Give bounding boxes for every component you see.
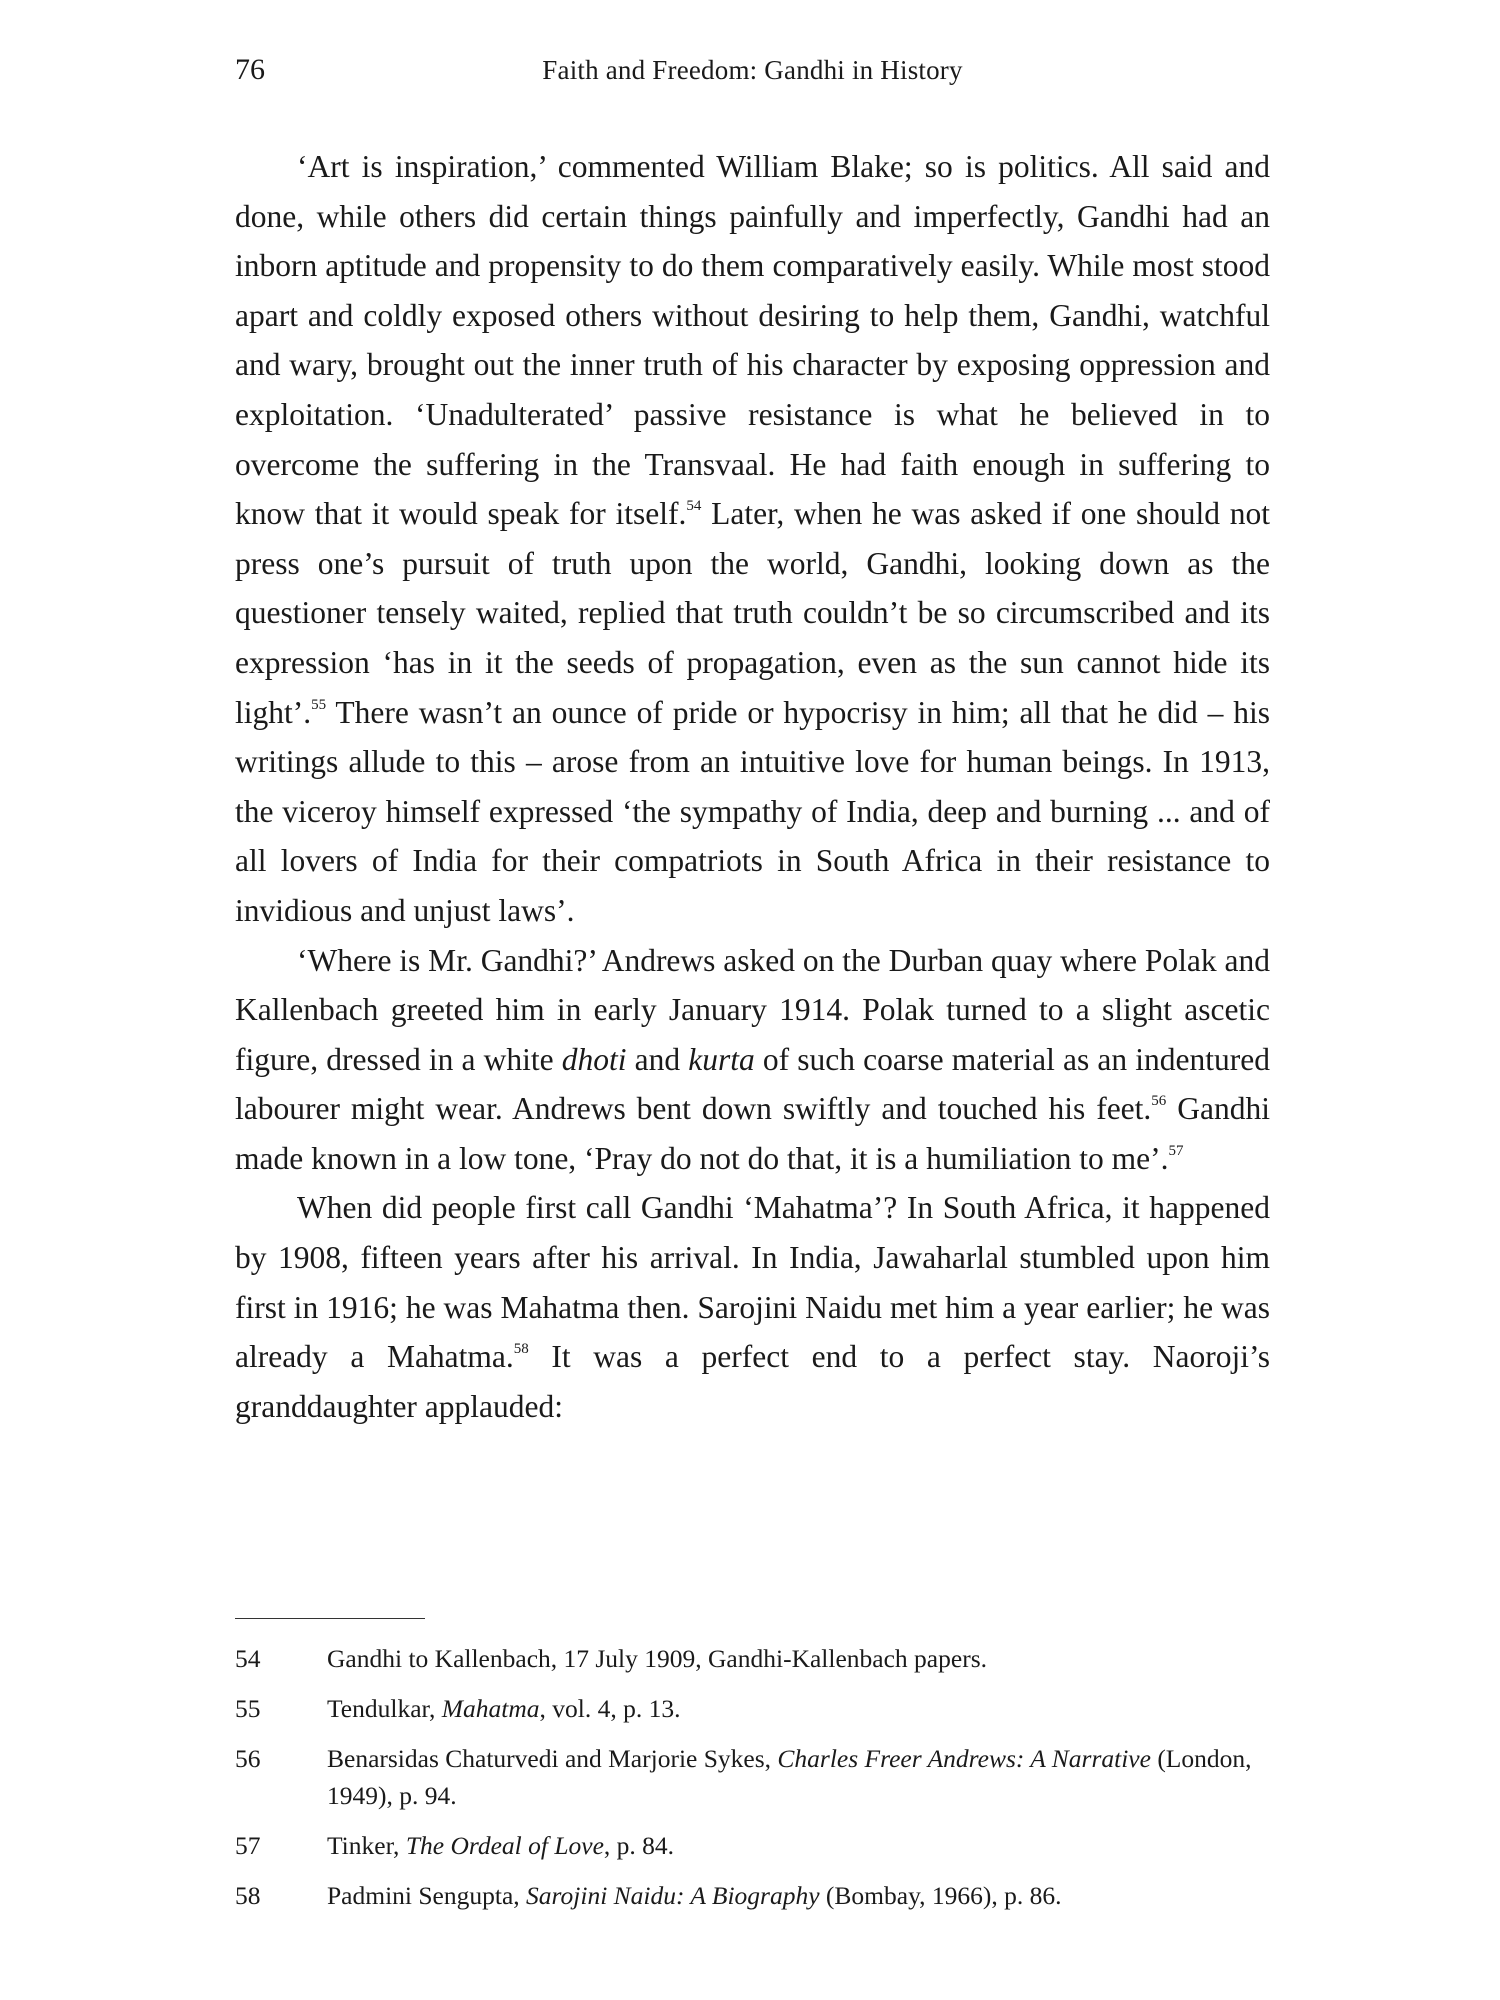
text-run: , vol. 4, p. 13. [539, 1694, 681, 1723]
text-run: , p. 84. [603, 1831, 675, 1860]
text-run: Later, when he was asked if one should not press one’s pursuit of truth upon the world, Gandhi, looking down as the questioner tensely waited, replied that truth couldn’t be so circumscribed and its expression ‘has in it the seeds of propagation, even as the sun cannot hide its light’. [235, 496, 1270, 730]
text-run: (London, 1949), p. 94. [327, 1744, 1252, 1810]
footnote-ref: 57 [1168, 1142, 1184, 1159]
footnote-text [327, 1694, 680, 1723]
text-run: Gandhi made known in a low tone, ‘Pray do not do that, it is a humiliation to me’. [235, 1091, 1271, 1176]
text-run: of such coarse material as an indentured labourer might wear. Andrews bent down swiftly and touched his feet. [235, 1041, 1270, 1127]
paragraph [235, 1183, 1270, 1431]
paragraph [235, 936, 1270, 1184]
footnote-text [327, 1644, 987, 1673]
text-run: It was a perfect end to a perfect stay. Naoroji’s granddaughter applauded: [235, 1339, 1271, 1424]
text-run: ‘Where is Mr. Gandhi?’ Andrews asked on the Durban quay where Polak and Kallenbach greeted him in early January 1914. Polak turned to a slight ascetic figure, dressed in a white [235, 942, 1271, 1077]
text-run: ‘Art is inspiration,’ commented William Blake; so is politics. All said and done, while others did certain things painfully and imperfectly, Gandhi had an inborn aptitude and propensity to do them comparatively easily. While most stood apart and coldly exposed others without desiring to help them, Gandhi, watchful and wary, brought out the inner truth of his character by exposing oppression and exploitation. ‘Unadulterated’ passive resistance is what he believed in to overcome the suffering in the Transvaal. He had faith enough in suffering to know that it would speak for itself. [235, 149, 1270, 532]
footnote [235, 1827, 1270, 1864]
italic-run: Sarojini Naidu: A Biography [526, 1881, 820, 1910]
italic-run: dhoti [561, 1041, 627, 1077]
body-text [235, 142, 1270, 1431]
footnote-text [327, 1831, 674, 1860]
running-head [235, 50, 1270, 90]
text-run: Tendulkar, [327, 1694, 442, 1723]
footnote-number: 55 [235, 1694, 261, 1723]
italic-run: The Ordeal of Love [405, 1831, 604, 1860]
page-number: 76 [235, 53, 265, 86]
footnote-number: 54 [235, 1644, 261, 1673]
footnote-text [327, 1881, 1062, 1910]
footnote-ref: 58 [513, 1341, 529, 1358]
text-run: (Bombay, 1966), p. 86. [819, 1881, 1062, 1910]
footnote-text [327, 1744, 1252, 1810]
paragraph [235, 142, 1270, 936]
footnote [235, 1877, 1270, 1914]
text-run: Padmini Sengupta, [327, 1881, 527, 1910]
italic-run: Charles Freer Andrews: A Narrative [777, 1744, 1151, 1773]
text-run: There wasn’t an ounce of pride or hypocrisy in him; all that he did – his writings allude to this – arose from an intuitive love for human beings. In 1913, the viceroy himself expressed ‘the sympathy of India, deep and burning ... and of all lovers of India for their compatriots in South Africa in their resistance to invidious and unjust laws’. [235, 694, 1270, 928]
text-run: Benarsidas Chaturvedi and Marjorie Sykes, [327, 1744, 778, 1773]
text-run: When did people first call Gandhi ‘Mahatma’? In South Africa, it happened by 1908, fifteen years after his arrival. In India, Jawaharlal stumbled upon him first in 1916; he was Mahatma then. Sarojini Naidu met him a year earlier; he was already a Mahatma. [235, 1190, 1270, 1375]
italic-run: Mahatma [441, 1694, 540, 1723]
italic-run: kurta [688, 1041, 755, 1077]
footnote [235, 1640, 1270, 1677]
text-run: Tinker, [327, 1831, 406, 1860]
text-run: and [626, 1041, 689, 1077]
footnote-ref: 54 [686, 498, 702, 515]
footnote-number: 56 [235, 1744, 261, 1773]
running-title: Faith and Freedom: Gandhi in History [542, 55, 963, 85]
footnotes [235, 1640, 1270, 1927]
footnote-ref: 56 [1151, 1093, 1167, 1110]
text-run: Gandhi to Kallenbach, 17 July 1909, Gandhi-Kallenbach papers. [327, 1644, 987, 1673]
footnote [235, 1690, 1270, 1727]
footnote-number: 57 [235, 1831, 261, 1860]
footnote [235, 1740, 1270, 1814]
footnote-rule [235, 1618, 425, 1619]
footnote-number: 58 [235, 1881, 261, 1910]
footnote-ref: 55 [311, 696, 327, 713]
